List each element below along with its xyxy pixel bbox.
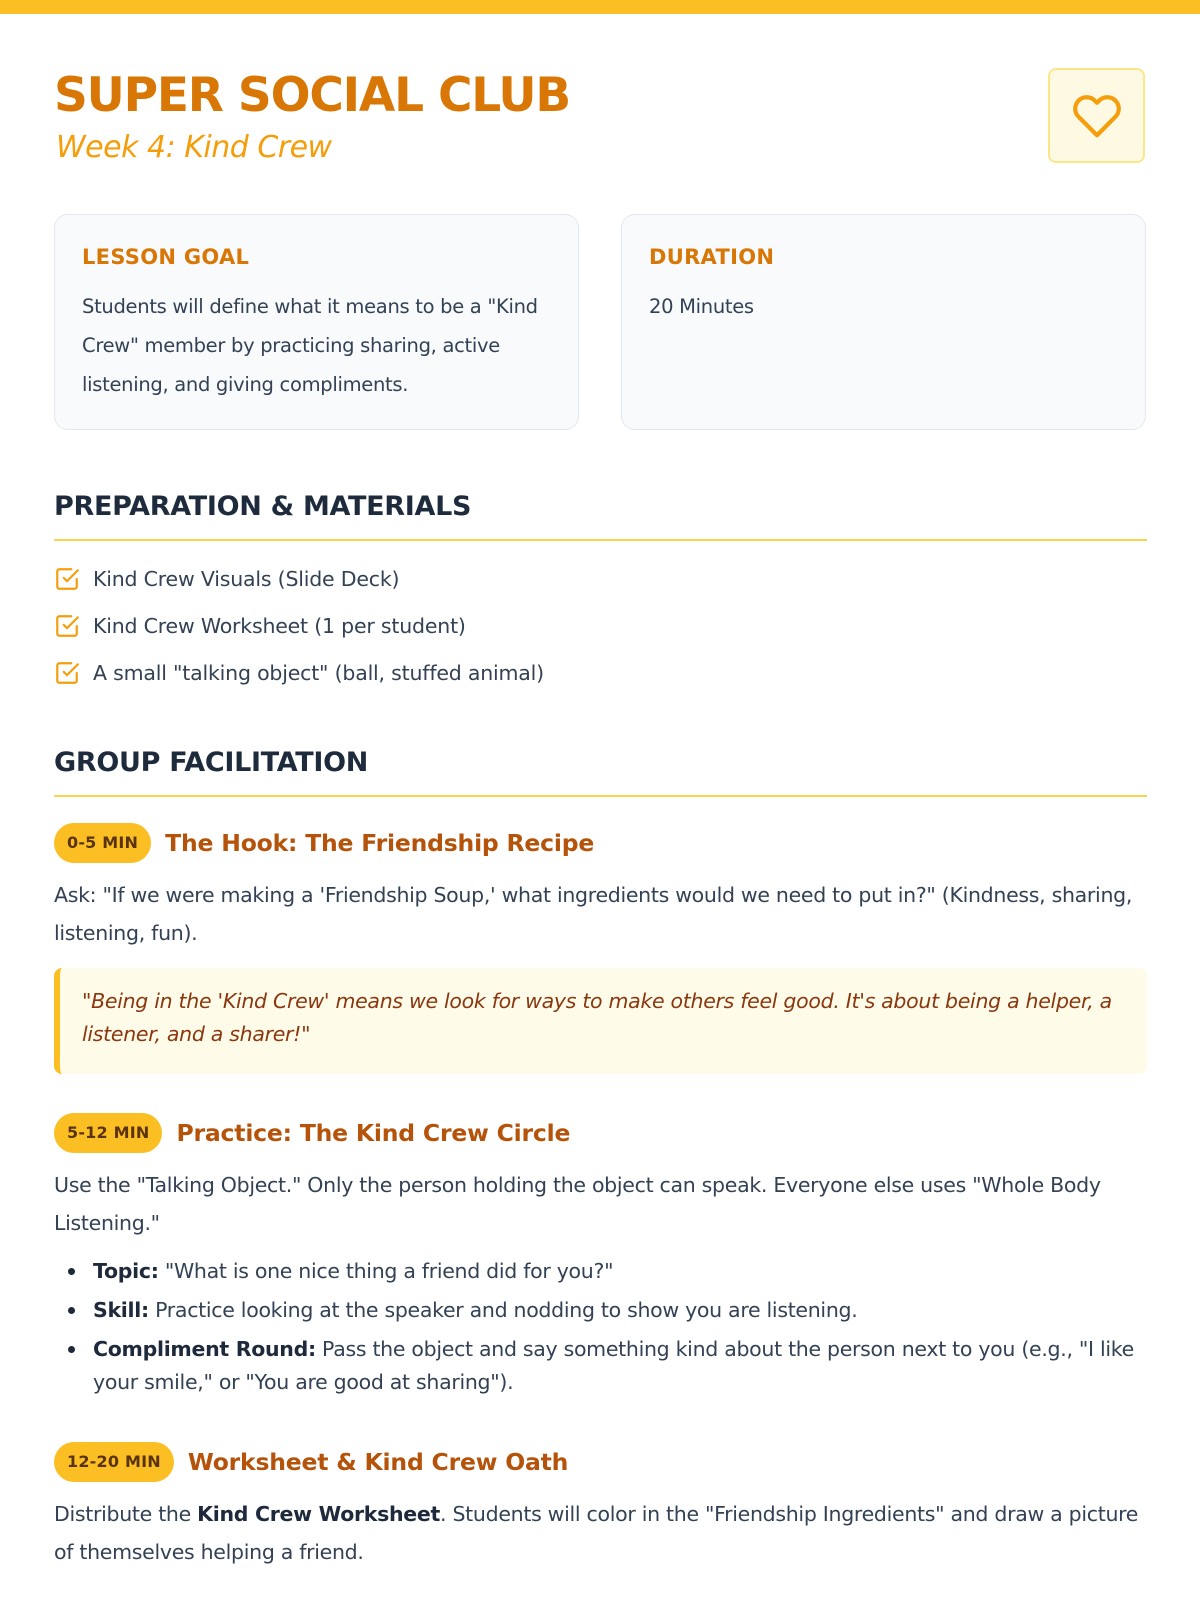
material-item	[54, 602, 544, 649]
phase-title: The Hook: The Friendship Recipe	[165, 829, 595, 857]
bullet-text: "What is one nice thing a friend did for you?"	[158, 1259, 614, 1283]
bullet-label: Skill:	[93, 1298, 149, 1322]
duration-text: 20 Minutes	[649, 295, 754, 318]
list-item	[54, 1333, 1147, 1399]
material-label: A small "talking object" (ball, stuffed animal)	[93, 660, 544, 685]
section-title-preparation: PREPARATION & MATERIALS	[54, 489, 1147, 541]
bullet-text: Practice looking at the speaker and nodding to show you are listening.	[148, 1298, 858, 1322]
favorite-badge[interactable]	[1048, 68, 1145, 163]
bullet-label: Topic:	[93, 1259, 159, 1283]
bullet-label: Compliment Round:	[93, 1337, 316, 1361]
phase-description	[54, 1495, 1147, 1571]
page-title: SUPER SOCIAL CLUB	[54, 68, 570, 123]
section-title-facilitation: GROUP FACILITATION	[54, 745, 1147, 797]
duration-label: DURATION	[649, 245, 775, 269]
list-item	[54, 1294, 1147, 1327]
checkbox-checked-icon	[54, 660, 80, 686]
worksheet-name: Kind Crew Worksheet	[197, 1502, 441, 1526]
phase-description: Ask: "If we were making a 'Friendship Soup,' what ingredients would we need to put in?" (Kindness, sharing, listening, fun).	[54, 883, 1133, 945]
duration-card	[621, 214, 1146, 430]
material-item	[54, 555, 544, 602]
phase-header-worksheet	[54, 1442, 568, 1482]
lesson-goal-card	[54, 214, 579, 430]
heart-icon	[1072, 91, 1122, 141]
bullet-text: Pass the object and say something kind about the person next to you (e.g., "I like your smile," or "You are good at sharing").	[93, 1337, 1134, 1394]
phase-header-hook	[54, 823, 594, 863]
material-label: Kind Crew Worksheet (1 per student)	[93, 613, 466, 638]
time-badge: 5-12 MIN	[54, 1113, 162, 1153]
header	[54, 66, 1147, 176]
material-item	[54, 649, 544, 696]
text-segment: Distribute the	[54, 1502, 198, 1526]
materials-list	[54, 555, 544, 696]
lesson-goal-text: Students will define what it means to be a "Kind Crew" member by practicing sharing, active listening, and giving compliments.	[82, 295, 538, 396]
phase-title: Practice: The Kind Crew Circle	[176, 1119, 571, 1147]
facilitator-script-quote: "Being in the 'Kind Crew' means we look for ways to make others feel good. It's about being a helper, a listener, and a sharer!"	[54, 968, 1147, 1074]
checkbox-checked-icon	[54, 566, 80, 592]
page-subtitle: Week 4: Kind Crew	[56, 130, 332, 165]
phase-header-practice	[54, 1113, 570, 1153]
time-badge: 0-5 MIN	[54, 823, 151, 863]
lesson-goal-label: LESSON GOAL	[82, 245, 250, 269]
phase-title: Worksheet & Kind Crew Oath	[187, 1448, 569, 1476]
text-segment: . Students will color in the "Friendship Ingredients" and draw a picture of themselves helping a friend.	[54, 1502, 1139, 1564]
time-badge: 12-20 MIN	[54, 1442, 174, 1482]
practice-steps-list	[54, 1255, 1147, 1405]
checkbox-checked-icon	[54, 613, 80, 639]
material-label: Kind Crew Visuals (Slide Deck)	[93, 566, 400, 591]
list-item	[54, 1255, 1147, 1288]
phase-description: Use the "Talking Object." Only the person holding the object can speak. Everyone else uses "Whole Body Listening."	[54, 1173, 1101, 1235]
top-accent-bar	[0, 0, 1200, 14]
